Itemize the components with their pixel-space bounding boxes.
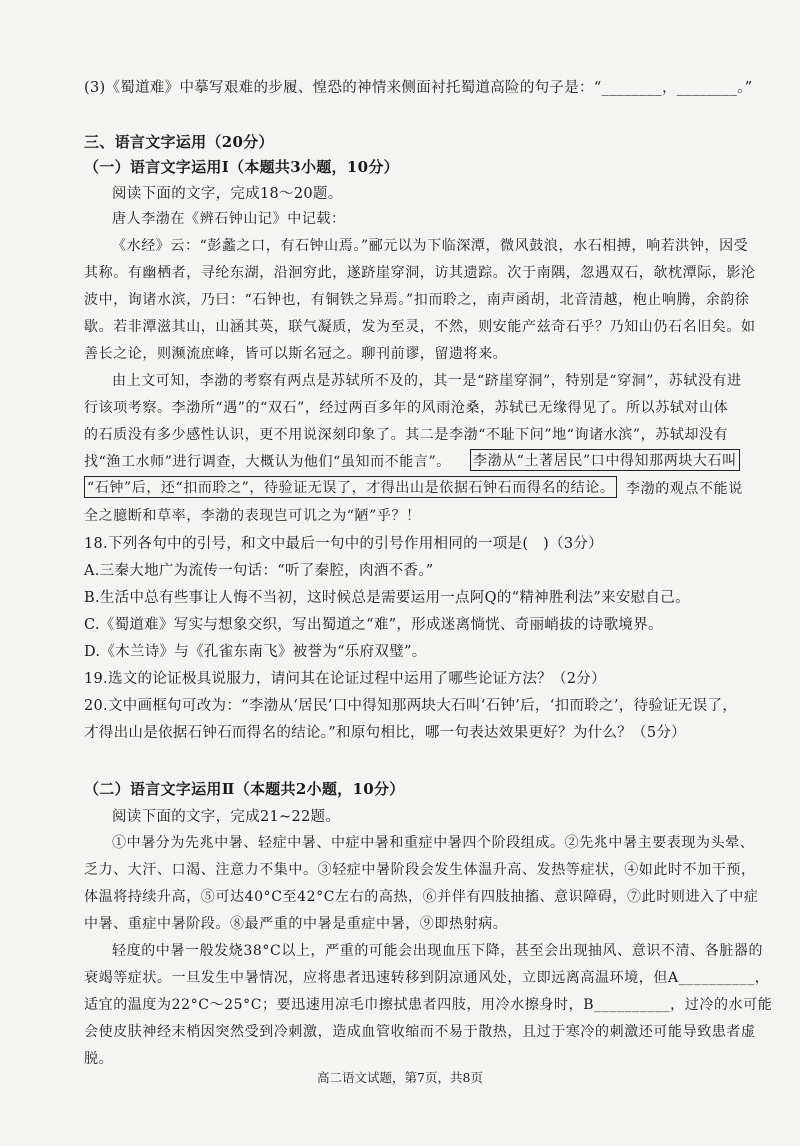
- text-line: 《水经》云：“彭蠡之口，有石钟山焉。”郦元以为下临深潭，微风鼓浪，水石相搏，响若洪钟，因受: [112, 238, 749, 254]
- text-line: 20.文中画框句可改为：“李渤从‘居民’口中得知那两块大石叫‘石钟’后，‘扣而聆之’，待验证无误了，: [84, 698, 738, 714]
- text-line: 行该项考察。李渤所“遇”的“双石”，经过两百多年的风雨沧桑，苏轼已无缘得见了。所以苏轼对山体: [84, 400, 729, 416]
- text-line: D.《木兰诗》与《孔雀东南飞》被誉为“乐府双璧”。: [84, 644, 427, 660]
- text-line: 阅读下面的文字，完成21~22题。: [112, 809, 341, 825]
- text-line: 找“渔工水师”进行调查，大概认为他们“虽知而不能言”。: [84, 454, 451, 470]
- text-line: 其称。有幽栖者，寻纶东湖，沿洄穷此，遂跻崖穿洞，访其遗踪。次于南隅，忽遇双石，欹枕潭际，影沦: [84, 265, 756, 281]
- text-line: 阅读下面的文字，完成18～20题。: [112, 186, 343, 202]
- text-line: 中暑、重症中暑阶段。⑧最严重的中暑是重症中暑，⑨即热射病。: [84, 916, 508, 932]
- text-line: 19.选文的论证极具说服力，请问其在论证过程中运用了哪些论证方法？（2分）: [84, 671, 606, 687]
- text-line: 适宜的温度为22°C～25°C；要迅速用凉毛巾擦拭患者四肢，用冷水擦身时，B__________，过冷的水可能: [84, 997, 773, 1013]
- text-line: C.《蜀道难》写实与想象交织，写出蜀道之“难”，形成迷离惝恍、奇丽峭拔的诗歌境界。: [84, 617, 663, 633]
- text-line: 衰竭等症状。一旦发生中暑情况，应将患者迅速转移到阴凉通风处，立即远离高温环境，但A__________，: [84, 970, 770, 986]
- text-line: (3)《蜀道难》中摹写艰难的步履、惶恐的神情来侧面衬托蜀道高险的句子是：“________，________。”: [84, 80, 753, 96]
- text-line: A.三秦大地广为流传一句话：“听了秦腔，肉酒不香。”: [84, 563, 434, 579]
- text-line: 李渤从“土著居民”口中得知那两块大石叫: [470, 449, 740, 471]
- text-line: 三、语言文字运用（20分）: [84, 133, 274, 151]
- text-line: 唐人李渤在《辨石钟山记》中记载：: [112, 211, 346, 227]
- text-line: 的石质没有多少感性认识，更不用说深刻印象了。其二是李渤“不耻下问”地“询诸水滨”，苏轼却没有: [84, 427, 729, 443]
- text-line: 波中，询诸水滨，乃曰：“石钟也，有铜铁之异焉。”扣而聆之，南声函胡，北音清越，枹止响腾，余韵徐: [84, 292, 750, 308]
- text-line: （二）语言文字运用Ⅱ（本题共2小题，10分）: [84, 780, 405, 798]
- text-line: （一）语言文字运用Ⅰ（本题共3小题，10分）: [84, 158, 399, 176]
- text-line: 18.下列各句中的引号，和文中最后一句中的引号作用相同的一项是( )（3分）: [84, 536, 603, 552]
- text-line: 才得出山是依据石钟石而得名的结论。”和原句相比，哪一句表达效果更好？为什么？（5分）: [84, 725, 686, 741]
- text-line: 轻度的中暑一般发烧38°C以上，严重的可能会出现血压下降，甚至会出现抽风、意识不清、各脏器的: [112, 943, 764, 959]
- text-line: 乏力、大汗、口渴、注意力不集中。③轻症中暑阶段会发生体温升高、发热等症状，④如此时不加干预，: [84, 862, 756, 878]
- text-line: 会使皮肤神经末梢因突然受到冷刺激，造成血管收缩而不易于散热，且过于寒冷的刺激还可能导致患者虚: [84, 1024, 756, 1040]
- text-line: 脱。: [84, 1051, 114, 1067]
- text-line: ①中暑分为先兆中暑、轻症中暑、中症中暑和重症中暑四个阶段组成。②先兆中暑主要表现为头晕、: [112, 835, 755, 851]
- text-line: 全之臆断和草率，李渤的表现岂可讥之为“陋”乎？！: [84, 508, 421, 524]
- text-line: B.生活中总有些事让人悔不当初，这时候总是需要运用一点阿Q的“精神胜利法”来安慰自己。: [84, 590, 690, 606]
- page-footer: 高二语文试题，第7页，共8页: [317, 1070, 483, 1085]
- text-line: 李渤的观点不能说: [626, 481, 743, 497]
- text-line: 体温将持续升高，⑤可达40°C至42°C左右的高热，⑥并伴有四肢抽搐、意识障碍，⑦此时则进入了中症: [84, 889, 759, 905]
- text-line: 由上文可知，李渤的考察有两点是苏轼所不及的，其一是“跻崖穿洞”，特别是“穿洞”，苏轼没有进: [112, 373, 742, 389]
- text-line: 歇。若非潭滋其山，山涵其英，联气凝质，发为至灵，不然，则安能产兹奇石乎？乃知山仍石名旧矣。如: [84, 319, 756, 335]
- text-line: “石钟”后，还“扣而聆之”，待验证无误了，才得出山是依据石钟石而得名的结论。: [84, 476, 617, 498]
- text-line: 善长之论，则濒流庶峰，皆可以斯名冠之。聊刊前谬，留遗将来。: [84, 346, 508, 362]
